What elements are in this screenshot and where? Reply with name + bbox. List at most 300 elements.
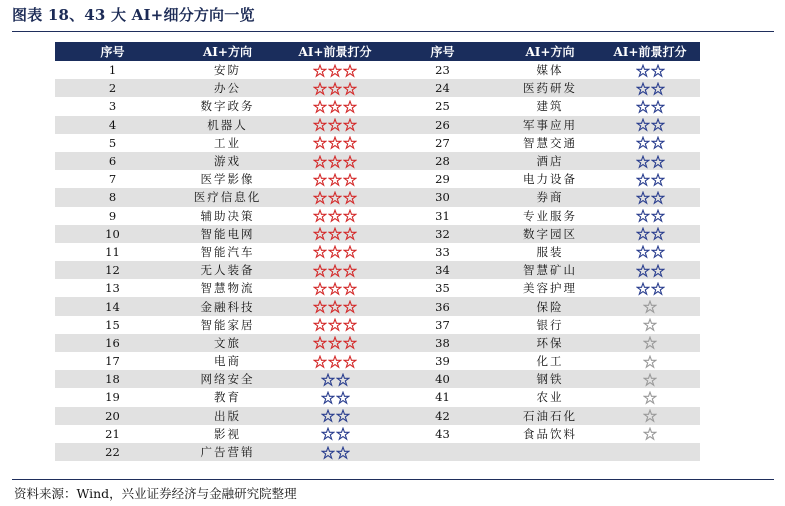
table-row bbox=[55, 297, 700, 315]
score-stars bbox=[643, 409, 657, 423]
score-stars bbox=[636, 245, 665, 259]
direction-name: 游戏 bbox=[170, 152, 285, 170]
score-stars bbox=[313, 64, 357, 78]
score-stars bbox=[643, 391, 657, 405]
score-cell bbox=[285, 152, 385, 170]
direction-name: 美容护理 bbox=[523, 281, 577, 296]
row-number: 6 bbox=[55, 152, 170, 170]
star-icon bbox=[328, 118, 342, 132]
score-cell bbox=[600, 225, 700, 243]
star-icon bbox=[343, 173, 357, 187]
direction-name: 智慧交通 bbox=[523, 135, 577, 150]
score-cell bbox=[600, 370, 700, 388]
star-icon bbox=[636, 100, 650, 114]
score-cell bbox=[285, 61, 385, 79]
row-number: 24 bbox=[385, 79, 500, 97]
star-icon bbox=[336, 427, 350, 441]
row-number: 29 bbox=[435, 172, 450, 187]
score-stars bbox=[636, 173, 665, 187]
direction-name: 军事应用 bbox=[500, 116, 600, 134]
top-rule bbox=[12, 31, 774, 32]
score-cell bbox=[600, 79, 700, 97]
header-direction-left: AI+方向 bbox=[170, 42, 285, 61]
star-icon bbox=[328, 227, 342, 241]
star-icon bbox=[636, 173, 650, 187]
direction-name: 广告营销 bbox=[170, 443, 285, 461]
score-stars bbox=[636, 118, 665, 132]
star-icon bbox=[643, 355, 657, 369]
row-number: 13 bbox=[105, 281, 120, 296]
score-cell bbox=[285, 279, 385, 297]
score-stars bbox=[643, 373, 657, 387]
star-icon bbox=[328, 300, 342, 314]
direction-name: 银行 bbox=[536, 317, 564, 332]
row-number: 28 bbox=[385, 152, 500, 170]
star-icon bbox=[328, 264, 342, 278]
star-icon bbox=[343, 245, 357, 259]
score-cell bbox=[600, 134, 700, 152]
score-cell bbox=[600, 352, 700, 370]
table-row bbox=[55, 97, 700, 115]
direction-name: 辅助决策 bbox=[200, 208, 255, 223]
table-row bbox=[55, 279, 700, 297]
score-stars bbox=[636, 227, 665, 241]
header-score-left: AI+前景打分 bbox=[285, 42, 385, 61]
direction-name: 建筑 bbox=[536, 99, 564, 114]
score-cell bbox=[285, 188, 385, 206]
score-stars bbox=[636, 264, 665, 278]
score-cell bbox=[285, 261, 385, 279]
row-number: 9 bbox=[108, 208, 117, 223]
direction-name: 工业 bbox=[214, 135, 241, 150]
star-icon bbox=[651, 209, 665, 223]
star-icon bbox=[651, 64, 665, 78]
score-cell bbox=[285, 207, 385, 225]
row-number: 32 bbox=[385, 225, 500, 243]
row-number: 12 bbox=[55, 261, 170, 279]
score-stars bbox=[643, 355, 657, 369]
star-icon bbox=[651, 155, 665, 169]
direction-name: 石油石化 bbox=[500, 407, 600, 425]
row-number: 43 bbox=[435, 426, 450, 441]
score-cell bbox=[600, 316, 700, 334]
star-icon bbox=[321, 427, 335, 441]
score-stars bbox=[313, 173, 357, 187]
direction-name: 农业 bbox=[536, 390, 564, 405]
score-stars bbox=[313, 100, 357, 114]
row-number: 33 bbox=[435, 244, 450, 259]
direction-name: 文旅 bbox=[170, 334, 285, 352]
star-icon bbox=[636, 245, 650, 259]
row-number: 21 bbox=[105, 426, 120, 441]
score-stars bbox=[321, 427, 350, 441]
score-stars bbox=[643, 427, 657, 441]
table-row bbox=[55, 61, 700, 79]
star-icon bbox=[643, 409, 657, 423]
star-icon bbox=[343, 318, 357, 332]
score-stars bbox=[636, 136, 665, 150]
star-icon bbox=[343, 209, 357, 223]
star-icon bbox=[651, 191, 665, 205]
score-cell bbox=[600, 388, 700, 406]
direction-name: 智慧矿山 bbox=[500, 261, 600, 279]
star-icon bbox=[343, 336, 357, 350]
row-number: 41 bbox=[435, 390, 450, 405]
direction-name: 医学影像 bbox=[200, 172, 255, 187]
star-icon bbox=[636, 82, 650, 96]
score-cell bbox=[285, 370, 385, 388]
score-stars bbox=[313, 355, 357, 369]
score-cell bbox=[285, 443, 385, 461]
star-icon bbox=[313, 245, 327, 259]
ai-directions-table bbox=[55, 42, 700, 461]
table-row bbox=[55, 407, 700, 425]
row-number: 40 bbox=[385, 370, 500, 388]
direction-name: 医药研发 bbox=[500, 79, 600, 97]
score-stars bbox=[313, 318, 357, 332]
star-icon bbox=[313, 264, 327, 278]
score-cell bbox=[285, 243, 385, 261]
row-number: 19 bbox=[105, 390, 120, 405]
star-icon bbox=[313, 355, 327, 369]
direction-name: 化工 bbox=[536, 354, 564, 369]
score-stars bbox=[643, 336, 657, 350]
star-icon bbox=[313, 64, 327, 78]
score-stars bbox=[313, 300, 357, 314]
star-icon bbox=[636, 64, 650, 78]
star-icon bbox=[321, 446, 335, 460]
row-number: 34 bbox=[385, 261, 500, 279]
table-row bbox=[55, 425, 700, 443]
row-number: 26 bbox=[385, 116, 500, 134]
star-icon bbox=[343, 136, 357, 150]
row-number: 42 bbox=[385, 407, 500, 425]
score-cell bbox=[600, 152, 700, 170]
star-icon bbox=[328, 282, 342, 296]
score-stars bbox=[313, 155, 357, 169]
score-cell bbox=[285, 352, 385, 370]
score-cell bbox=[285, 388, 385, 406]
table-row bbox=[55, 116, 700, 134]
direction-name: 智能家居 bbox=[200, 317, 255, 332]
direction-name: 食品饮料 bbox=[523, 426, 577, 441]
star-icon bbox=[328, 355, 342, 369]
score-stars bbox=[636, 64, 665, 78]
star-icon bbox=[336, 391, 350, 405]
table-row bbox=[55, 134, 700, 152]
row-number: 14 bbox=[55, 297, 170, 315]
star-icon bbox=[651, 282, 665, 296]
score-stars bbox=[313, 209, 357, 223]
star-icon bbox=[636, 118, 650, 132]
direction-name: 智能电网 bbox=[170, 225, 285, 243]
table-row bbox=[55, 443, 700, 461]
table-row bbox=[55, 316, 700, 334]
score-cell bbox=[600, 443, 700, 461]
row-number: 20 bbox=[55, 407, 170, 425]
row-number: 11 bbox=[105, 244, 120, 259]
direction-name: 专业服务 bbox=[523, 208, 577, 223]
score-cell bbox=[285, 407, 385, 425]
score-stars bbox=[636, 155, 665, 169]
score-cell bbox=[285, 225, 385, 243]
star-icon bbox=[313, 336, 327, 350]
score-cell bbox=[600, 243, 700, 261]
direction-name: 电商 bbox=[214, 354, 241, 369]
star-icon bbox=[328, 209, 342, 223]
score-stars bbox=[643, 318, 657, 332]
row-number: 1 bbox=[108, 63, 117, 78]
star-icon bbox=[651, 264, 665, 278]
star-icon bbox=[636, 155, 650, 169]
star-icon bbox=[328, 173, 342, 187]
star-icon bbox=[313, 209, 327, 223]
direction-name: 医疗信息化 bbox=[170, 188, 285, 206]
star-icon bbox=[313, 155, 327, 169]
direction-name: 媒体 bbox=[536, 63, 564, 78]
score-cell bbox=[285, 316, 385, 334]
star-icon bbox=[636, 191, 650, 205]
score-cell bbox=[285, 334, 385, 352]
score-cell bbox=[600, 97, 700, 115]
star-icon bbox=[328, 245, 342, 259]
header-score-right: AI+前景打分 bbox=[600, 42, 700, 61]
direction-name: 智能汽车 bbox=[200, 244, 255, 259]
star-icon bbox=[636, 282, 650, 296]
row-number: 17 bbox=[105, 354, 120, 369]
row-number: 15 bbox=[105, 317, 120, 332]
figure-title: 图表 18、43 大 AI+细分方向一览 bbox=[12, 6, 255, 24]
row-number: 38 bbox=[385, 334, 500, 352]
score-stars bbox=[643, 300, 657, 314]
star-icon bbox=[328, 82, 342, 96]
row-number: 36 bbox=[385, 297, 500, 315]
table-row bbox=[55, 388, 700, 406]
star-icon bbox=[643, 391, 657, 405]
score-stars bbox=[313, 118, 357, 132]
star-icon bbox=[636, 227, 650, 241]
direction-name: 机器人 bbox=[170, 116, 285, 134]
direction-name: 数字政务 bbox=[200, 99, 255, 114]
star-icon bbox=[313, 227, 327, 241]
score-stars bbox=[313, 136, 357, 150]
star-icon bbox=[328, 100, 342, 114]
star-icon bbox=[643, 300, 657, 314]
direction-name: 出版 bbox=[170, 407, 285, 425]
star-icon bbox=[313, 100, 327, 114]
direction-name bbox=[500, 443, 600, 461]
score-cell bbox=[600, 61, 700, 79]
score-stars bbox=[321, 409, 350, 423]
direction-name: 服装 bbox=[536, 244, 564, 259]
header-no-right: 序号 bbox=[385, 42, 500, 61]
star-icon bbox=[336, 373, 350, 387]
score-stars bbox=[313, 336, 357, 350]
score-stars bbox=[636, 100, 665, 114]
row-number: 7 bbox=[108, 172, 117, 187]
star-icon bbox=[313, 118, 327, 132]
score-cell bbox=[600, 407, 700, 425]
star-icon bbox=[328, 64, 342, 78]
star-icon bbox=[343, 100, 357, 114]
table-row bbox=[55, 243, 700, 261]
star-icon bbox=[328, 136, 342, 150]
score-stars bbox=[636, 209, 665, 223]
star-icon bbox=[643, 373, 657, 387]
star-icon bbox=[343, 227, 357, 241]
header-no-left: 序号 bbox=[55, 42, 170, 61]
score-stars bbox=[636, 282, 665, 296]
star-icon bbox=[643, 427, 657, 441]
star-icon bbox=[313, 173, 327, 187]
star-icon bbox=[636, 264, 650, 278]
score-stars bbox=[313, 264, 357, 278]
direction-name: 券商 bbox=[500, 188, 600, 206]
score-cell bbox=[285, 170, 385, 188]
score-stars bbox=[636, 82, 665, 96]
row-number: 35 bbox=[435, 281, 450, 296]
row-number: 23 bbox=[435, 63, 450, 78]
row-number: 31 bbox=[435, 208, 450, 223]
direction-name: 金融科技 bbox=[170, 297, 285, 315]
star-icon bbox=[643, 336, 657, 350]
star-icon bbox=[643, 318, 657, 332]
direction-name: 网络安全 bbox=[170, 370, 285, 388]
star-icon bbox=[321, 391, 335, 405]
score-cell bbox=[600, 334, 700, 352]
table-row bbox=[55, 152, 700, 170]
table-row bbox=[55, 225, 700, 243]
table-row bbox=[55, 370, 700, 388]
row-number: 27 bbox=[435, 135, 450, 150]
row-number: 16 bbox=[55, 334, 170, 352]
star-icon bbox=[343, 300, 357, 314]
score-stars bbox=[313, 245, 357, 259]
direction-name: 影视 bbox=[214, 426, 241, 441]
score-cell bbox=[285, 116, 385, 134]
direction-name: 办公 bbox=[170, 79, 285, 97]
star-icon bbox=[343, 282, 357, 296]
row-number: 3 bbox=[108, 99, 117, 114]
direction-name: 安防 bbox=[214, 63, 241, 78]
star-icon bbox=[343, 191, 357, 205]
star-icon bbox=[313, 191, 327, 205]
star-icon bbox=[651, 173, 665, 187]
score-cell bbox=[600, 297, 700, 315]
star-icon bbox=[328, 191, 342, 205]
score-stars bbox=[313, 282, 357, 296]
direction-name: 酒店 bbox=[500, 152, 600, 170]
direction-name: 数字园区 bbox=[500, 225, 600, 243]
star-icon bbox=[336, 409, 350, 423]
row-number: 22 bbox=[55, 443, 170, 461]
star-icon bbox=[651, 82, 665, 96]
score-stars bbox=[313, 82, 357, 96]
score-stars bbox=[321, 446, 350, 460]
source-note: 资料来源：Wind，兴业证券经济与金融研究院整理 bbox=[14, 486, 297, 501]
star-icon bbox=[651, 245, 665, 259]
star-icon bbox=[313, 282, 327, 296]
star-icon bbox=[343, 155, 357, 169]
score-cell bbox=[600, 425, 700, 443]
star-icon bbox=[343, 82, 357, 96]
direction-name: 智慧物流 bbox=[200, 281, 255, 296]
star-icon bbox=[336, 446, 350, 460]
star-icon bbox=[651, 118, 665, 132]
row-number: 8 bbox=[55, 188, 170, 206]
direction-name: 电力设备 bbox=[523, 172, 577, 187]
row-number: 5 bbox=[108, 135, 117, 150]
score-cell bbox=[600, 170, 700, 188]
score-cell bbox=[600, 207, 700, 225]
direction-name: 教育 bbox=[214, 390, 241, 405]
row-number: 18 bbox=[55, 370, 170, 388]
star-icon bbox=[343, 264, 357, 278]
star-icon bbox=[651, 100, 665, 114]
row-number: 4 bbox=[55, 116, 170, 134]
star-icon bbox=[636, 209, 650, 223]
direction-name: 保险 bbox=[500, 297, 600, 315]
row-number bbox=[385, 443, 500, 461]
star-icon bbox=[636, 136, 650, 150]
star-icon bbox=[313, 318, 327, 332]
star-icon bbox=[328, 336, 342, 350]
star-icon bbox=[313, 300, 327, 314]
table-header-row bbox=[55, 42, 700, 61]
star-icon bbox=[651, 136, 665, 150]
header-direction-right: AI+方向 bbox=[500, 42, 600, 61]
score-stars bbox=[313, 227, 357, 241]
table-row bbox=[55, 334, 700, 352]
row-number: 39 bbox=[435, 354, 450, 369]
score-cell bbox=[285, 79, 385, 97]
direction-name: 无人装备 bbox=[170, 261, 285, 279]
star-icon bbox=[321, 409, 335, 423]
score-stars bbox=[636, 191, 665, 205]
direction-name: 钢铁 bbox=[500, 370, 600, 388]
row-number: 2 bbox=[55, 79, 170, 97]
row-number: 25 bbox=[435, 99, 450, 114]
table-row bbox=[55, 79, 700, 97]
table-row bbox=[55, 170, 700, 188]
score-cell bbox=[285, 134, 385, 152]
score-stars bbox=[321, 391, 350, 405]
star-icon bbox=[651, 227, 665, 241]
row-number: 30 bbox=[385, 188, 500, 206]
score-cell bbox=[600, 116, 700, 134]
bottom-rule bbox=[12, 479, 774, 480]
row-number: 10 bbox=[55, 225, 170, 243]
star-icon bbox=[328, 155, 342, 169]
score-cell bbox=[600, 261, 700, 279]
score-cell bbox=[600, 279, 700, 297]
table-row bbox=[55, 207, 700, 225]
score-cell bbox=[285, 297, 385, 315]
star-icon bbox=[313, 82, 327, 96]
star-icon bbox=[343, 64, 357, 78]
score-stars bbox=[313, 191, 357, 205]
score-cell bbox=[285, 97, 385, 115]
score-stars bbox=[321, 373, 350, 387]
score-cell bbox=[600, 188, 700, 206]
star-icon bbox=[328, 318, 342, 332]
direction-name: 环保 bbox=[500, 334, 600, 352]
star-icon bbox=[313, 136, 327, 150]
star-icon bbox=[343, 118, 357, 132]
table-row bbox=[55, 188, 700, 206]
star-icon bbox=[343, 355, 357, 369]
table-row bbox=[55, 352, 700, 370]
